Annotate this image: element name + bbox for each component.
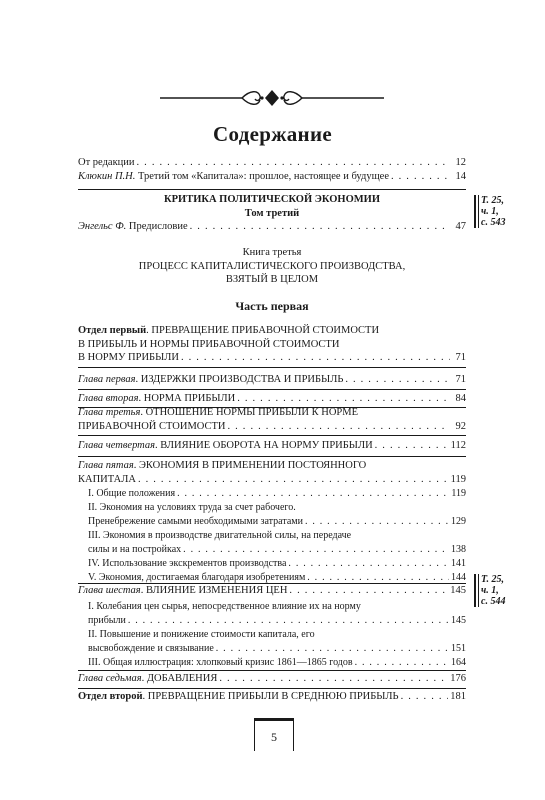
page-number: 5 (271, 730, 277, 744)
section-title-line: . ПРЕВРАЩЕНИЕ ПРИБАВОЧНОЙ СТОИМОСТИ (146, 325, 380, 336)
section-label: Отдел первый (78, 325, 147, 336)
entry-page: 47 (455, 221, 466, 232)
chapter-5-subsections (78, 487, 466, 585)
entry-author: Энгельс Ф. (78, 221, 127, 232)
chapter-title: . ЭКОНОМИЯ В ПРИМЕНЕНИИ ПОСТОЯННОГО (133, 460, 367, 471)
entry-page: 176 (450, 673, 466, 684)
toc-chapter-5[interactable] (78, 459, 466, 486)
divider-line (78, 435, 466, 436)
section-title-line: В НОРМУ ПРИБЫЛИ (78, 352, 179, 363)
toc-entry-editorial[interactable] (78, 156, 466, 170)
entry-author: Клюкин П.Н. (78, 170, 136, 182)
entry-page: 145 (450, 585, 466, 596)
toc-subsection[interactable]: II. Экономия на условиях труда за счет рабочего. (88, 502, 296, 513)
toc-chapter-7[interactable] (78, 672, 466, 686)
chapter-title: КАПИТАЛА (78, 473, 136, 485)
toc-subsection[interactable]: I. Колебания цен сырья, непосредственное влияние их на норму (88, 601, 361, 612)
entry-page: 71 (455, 374, 466, 385)
toc-subsection[interactable]: V. Экономия, достигаемая благодаря изобретениям . . . 144 (78, 571, 466, 585)
volume-label: Том третий (244, 207, 300, 219)
chapter-label: Глава третья (78, 407, 141, 418)
toc-subsection[interactable]: III. Общая иллюстрация: хлопковый кризис 1861—1865 годов . . . 164 (78, 656, 466, 670)
divider-line (78, 688, 466, 689)
critique-heading: КРИТИКА ПОЛИТИЧЕСКОЙ ЭКОНОМИИ (164, 194, 380, 205)
toc-chapter-2[interactable] (78, 392, 466, 406)
chapter-label: Глава вторая (78, 393, 139, 404)
entry-page: 14 (455, 170, 466, 182)
ornament-divider (160, 86, 384, 110)
section-title: . ПРЕВРАЩЕНИЕ ПРИБЫЛИ В СРЕДНЮЮ ПРИБЫЛЬ (142, 691, 399, 702)
chapter-label: Глава первая (78, 374, 136, 385)
toc-entry-preface[interactable] (78, 220, 466, 234)
chapter-label: Глава шестая (78, 585, 141, 596)
entry-page: 181 (450, 691, 466, 702)
toc-subsection[interactable]: III. Экономия в производстве двигательной силы, на передаче (88, 530, 352, 541)
book-heading (78, 246, 466, 287)
book-title-line: ПРОЦЕСС КАПИТАЛИСТИЧЕСКОГО ПРОИЗВОДСТВА, (138, 260, 406, 272)
margin-note-reference: Т. 25, ч. 1, с. 543 (474, 195, 505, 228)
chapter-title: . ВЛИЯНИЕ ОБОРОТА НА НОРМУ ПРИБЫЛИ (155, 440, 373, 451)
chapter-title: ПРИБАВОЧНОЙ СТОИМОСТИ (78, 420, 226, 432)
toc-subsection[interactable]: II. Повышение и понижение стоимости капитала, его (88, 629, 315, 640)
book-label: Книга третья (242, 247, 302, 258)
entry-label: От редакции (78, 157, 135, 168)
toc-subsection[interactable]: высвобождение и связывание . . . 151 (78, 642, 466, 656)
entry-page: 92 (455, 420, 466, 432)
part-heading: Часть первая (235, 299, 309, 313)
toc-subsection[interactable]: IV. Использование экскрементов производства . . . 141 (78, 557, 466, 571)
toc-chapter-6[interactable] (78, 584, 466, 598)
chapter-label: Глава четвертая (78, 440, 156, 451)
toc-chapter-1[interactable] (78, 373, 466, 387)
toc-section-2[interactable] (78, 690, 466, 704)
book-title-line: ВЗЯТЫЙ В ЦЕЛОМ (225, 274, 319, 285)
divider-line (78, 670, 466, 671)
chapter-title: . ВЛИЯНИЕ ИЗМЕНЕНИЯ ЦЕН (140, 585, 288, 596)
page-title: Содержание (213, 122, 332, 146)
entry-page: 84 (455, 393, 466, 404)
toc-chapter-3[interactable] (78, 406, 466, 433)
chapter-title: . ДОБАВЛЕНИЯ (141, 673, 218, 684)
toc-subsection[interactable]: силы и на постройках . . . 138 (78, 543, 466, 557)
section-label: Отдел второй (78, 691, 143, 702)
chapter-title: . ОТНОШЕНИЕ НОРМЫ ПРИБЫЛИ К НОРМЕ (140, 407, 358, 418)
toc-chapter-4[interactable] (78, 439, 466, 453)
toc-entry-klyukin[interactable] (78, 170, 466, 184)
margin-note-reference: Т. 25, ч. 1, с. 544 (474, 574, 505, 607)
section-title-line: В ПРИБЫЛЬ И НОРМЫ ПРИБАВОЧНОЙ СТОИМОСТИ (78, 338, 340, 350)
chapter-label: Глава седьмая (78, 673, 142, 684)
divider-line (78, 389, 466, 390)
entry-label: Предисловие (126, 221, 188, 232)
entry-page: 112 (450, 440, 466, 451)
entry-page: 12 (455, 157, 466, 168)
divider-line (78, 189, 466, 190)
toc-subsection[interactable]: I. Общие положения . . . 119 (78, 487, 466, 501)
critique-block (78, 193, 466, 234)
toc-section-1[interactable] (78, 324, 466, 365)
divider-line (78, 367, 466, 368)
chapter-6-subsections (78, 600, 466, 670)
entry-label: Третий том «Капитала»: прошлое, настоящее и будущее (135, 170, 389, 182)
chapter-label: Глава пятая (78, 460, 134, 471)
front-matter (78, 156, 466, 183)
divider-line (78, 456, 466, 457)
entry-page: 119 (450, 473, 466, 485)
entry-page: 71 (455, 352, 466, 363)
toc-subsection[interactable]: прибыли . . . 145 (78, 614, 466, 628)
toc-subsection[interactable]: Пренебрежение самыми необходимыми затратами . . . 129 (78, 515, 466, 529)
chapter-title: . НОРМА ПРИБЫЛИ (138, 393, 236, 404)
chapter-title: . ИЗДЕРЖКИ ПРОИЗВОДСТВА И ПРИБЫЛЬ (135, 374, 344, 385)
